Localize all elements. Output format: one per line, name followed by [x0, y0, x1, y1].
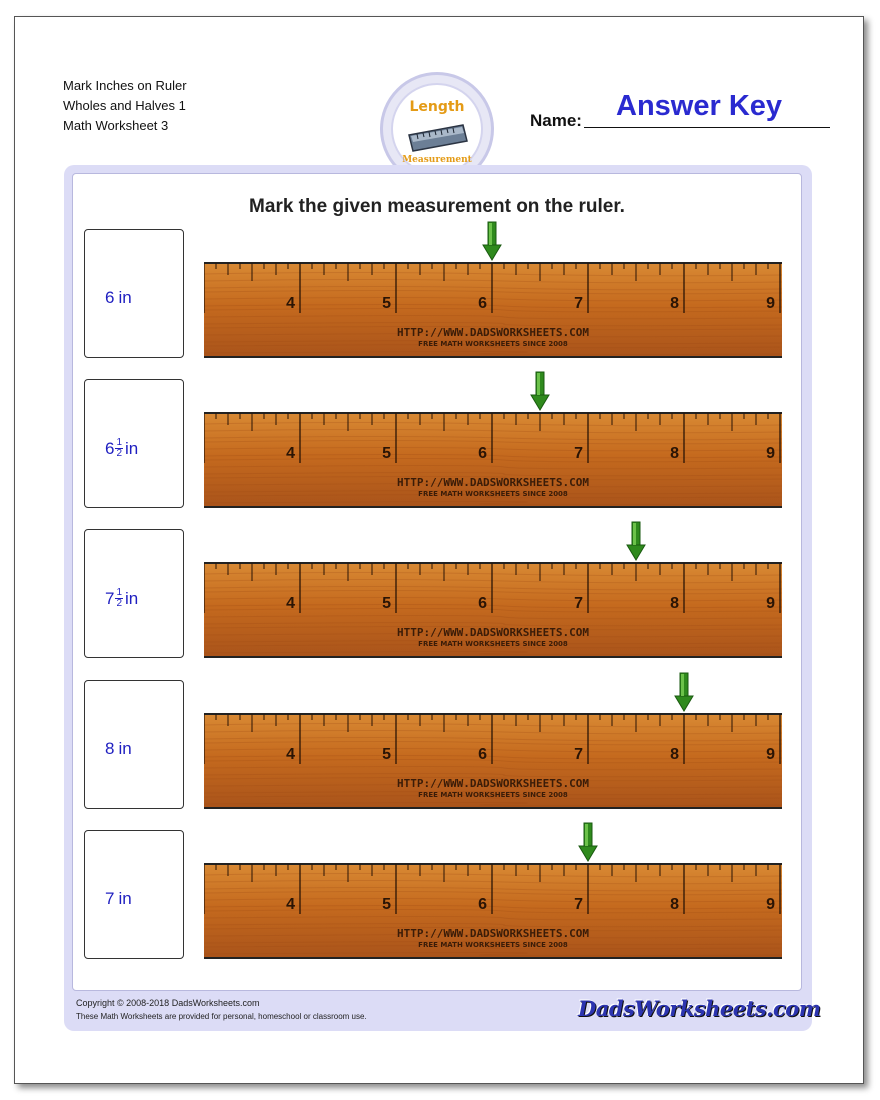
- ruler-watermark-sub: FREE MATH WORKSHEETS SINCE 2008: [418, 791, 568, 799]
- measurement-whole: 7: [105, 588, 115, 608]
- measurement-whole: 7: [105, 889, 115, 908]
- measurement-label: [105, 588, 138, 609]
- ruler-label: 9: [766, 896, 775, 913]
- ruler-label: 4: [286, 595, 295, 612]
- ruler-watermark: HTTP://WWW.DADSWORKSHEETS.COM: [396, 626, 590, 639]
- measurement-arrow: [578, 822, 598, 862]
- ruler-label: 4: [286, 896, 295, 913]
- ruler-label: 7: [574, 595, 583, 612]
- ruler-watermark: HTTP://WWW.DADSWORKSHEETS.COM: [396, 927, 590, 940]
- ruler-label: 6: [478, 445, 487, 462]
- measurement-fraction: [115, 588, 123, 609]
- measurement-unit: in: [125, 588, 139, 608]
- ruler-watermark: HTTP://WWW.DADSWORKSHEETS.COM: [396, 326, 590, 339]
- ruler-label: 9: [766, 595, 775, 612]
- ruler-label: 7: [574, 445, 583, 462]
- ruler-label: 8: [670, 746, 679, 763]
- worksheet-subtitle: Wholes and Halves 1: [63, 98, 186, 113]
- ruler-label: 4: [286, 295, 295, 312]
- ruler-label: 9: [766, 445, 775, 462]
- ruler-label: 7: [574, 896, 583, 913]
- ruler-label: 6: [478, 295, 487, 312]
- measurement-unit: in: [125, 438, 139, 458]
- ruler-label: 9: [766, 295, 775, 312]
- ruler-label: 8: [670, 896, 679, 913]
- measurement-whole: 6: [105, 288, 115, 307]
- logo-top-text: Length: [409, 99, 465, 115]
- name-label: Name:: [530, 111, 582, 130]
- measurement-whole: 8: [105, 739, 115, 758]
- ruler-label: 9: [766, 746, 775, 763]
- ruler-label: 6: [478, 896, 487, 913]
- ruler-label: 6: [478, 595, 487, 612]
- fraction-numerator: 1: [116, 437, 123, 448]
- measurement-label: [105, 438, 138, 459]
- ruler-label: 8: [670, 295, 679, 312]
- worksheet-number: Math Worksheet 3: [63, 118, 169, 133]
- name-line: [584, 127, 830, 128]
- ruler-2: [204, 412, 782, 508]
- ruler-watermark-sub: FREE MATH WORKSHEETS SINCE 2008: [418, 941, 568, 949]
- ruler-watermark: HTTP://WWW.DADSWORKSHEETS.COM: [396, 777, 590, 790]
- copyright-text: Copyright © 2008-2018 DadsWorksheets.com: [76, 998, 260, 1008]
- measurement-arrow: [530, 371, 550, 411]
- ruler-3: [204, 562, 782, 658]
- ruler-watermark-sub: FREE MATH WORKSHEETS SINCE 2008: [418, 340, 568, 348]
- ruler-label: 5: [382, 746, 391, 763]
- measurement-label: [105, 288, 132, 308]
- ruler-label: 5: [382, 445, 391, 462]
- fraction-numerator: 1: [116, 587, 123, 598]
- answer-box-1: [84, 229, 184, 358]
- measurement-unit: in: [118, 288, 132, 307]
- ruler-5: [204, 863, 782, 959]
- ruler-watermark-sub: FREE MATH WORKSHEETS SINCE 2008: [418, 640, 568, 648]
- ruler-label: 8: [670, 445, 679, 462]
- ruler-icon: [407, 123, 469, 153]
- brand-logo: DadsWorksheets.com: [578, 996, 821, 1021]
- answer-box-5: [84, 830, 184, 959]
- measurement-unit: in: [118, 739, 132, 758]
- ruler-label: 4: [286, 746, 295, 763]
- usage-note: These Math Worksheets are provided for personal, homeschool or classroom use.: [76, 1012, 367, 1021]
- ruler-label: 7: [574, 295, 583, 312]
- ruler-label: 8: [670, 595, 679, 612]
- ruler-label: 6: [478, 746, 487, 763]
- ruler-label: 5: [382, 595, 391, 612]
- measurement-arrow: [482, 221, 502, 261]
- ruler-label: 7: [574, 746, 583, 763]
- instruction-text: Mark the given measurement on the ruler.: [249, 196, 625, 217]
- measurement-unit: in: [118, 889, 132, 908]
- ruler-watermark-sub: FREE MATH WORKSHEETS SINCE 2008: [418, 490, 568, 498]
- answer-box-3: [84, 529, 184, 658]
- ruler-label: 5: [382, 896, 391, 913]
- fraction-denominator: 2: [116, 598, 123, 609]
- ruler-label: 5: [382, 295, 391, 312]
- ruler-watermark: HTTP://WWW.DADSWORKSHEETS.COM: [396, 476, 590, 489]
- answer-box-4: [84, 680, 184, 809]
- ruler-4: [204, 713, 782, 809]
- worksheet-title: Mark Inches on Ruler: [63, 78, 187, 93]
- measurement-whole: 6: [105, 438, 115, 458]
- ruler-label: 4: [286, 445, 295, 462]
- ruler-1: [204, 262, 782, 358]
- measurement-fraction: [115, 438, 123, 459]
- measurement-label: [105, 739, 132, 759]
- measurement-arrow: [626, 521, 646, 561]
- measurement-label: [105, 889, 132, 909]
- fraction-denominator: 2: [116, 448, 123, 459]
- logo-bottom-text: Measurement: [402, 155, 472, 165]
- measurement-arrow: [674, 672, 694, 712]
- answer-key-text: Answer Key: [616, 90, 783, 122]
- answer-box-2: [84, 379, 184, 508]
